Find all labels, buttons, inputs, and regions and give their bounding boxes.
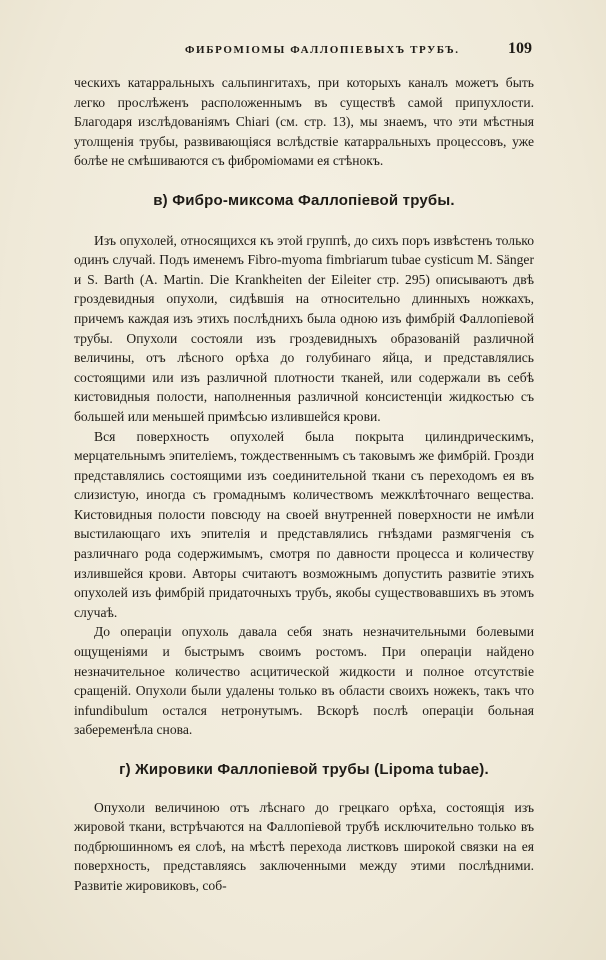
section-heading-lipoma: г) Жировики Фаллопіевой трубы (Lipoma tubae).: [119, 761, 489, 778]
paragraph-1: ческихъ катарральныхъ сальпингитахъ, при которыхъ каналъ можетъ быть легко прослѣженъ расположеннымъ въ существѣ самой припухлости. Благодаря изслѣдованіямъ Chiari (см. стр. 13), мы знаемъ, что эти мѣстныя утолщенія трубы, развивающіяся вслѣдствіе катарральныхъ процессовъ, уже болѣе не смѣшиваются съ фиброміомами ея стѣнокъ.: [74, 75, 534, 169]
paragraph-3: Вся поверхность опухолей была покрыта цилиндрическимъ, мерцательнымъ эпителіемъ, тождественнымъ съ таковымъ же фимбрій. Грозди представлялись состоящими изъ соединительной ткани съ переходомъ ея въ слизистую, иногда съ громаднымъ количествомъ межклѣточнаго вещества. Кистовидныя полости повсюду на своей внутренней поверхности не имѣли выстилающаго ихъ эпителія и представлялись гнѣздами размягченія съ различнаго рода содержимымъ, смотря по давности процесса и количеству излившейся крови. Авторы считаютъ возможнымъ допустить развитіе этихъ опухолей изъ фимбрій придаточныхъ трубъ, якобы существовавшихъ въ этомъ случаѣ.: [74, 428, 534, 620]
running-title: ФИБРОМІОМЫ ФАЛЛОПІЕВЫХЪ ТРУБЪ.: [185, 44, 460, 56]
running-head: [70, 40, 530, 62]
body-text: [74, 73, 534, 896]
paragraph-4: До операціи опухоль давала себя знать незначительными болевыми ощущеніями и быстрымъ своимъ ростомъ. При операціи найдено незначительное количество асцитической жидкости и полное отсутствіе сращеній. Опухоли были удалены только въ области своихъ ножекъ, такъ что infundibulum остался нетронутымъ. Вскорѣ послѣ операціи больная забеременѣла снова.: [74, 624, 534, 738]
paragraph-5: Опухоли величиною отъ лѣснаго до грецкаго орѣха, состоящія изъ жировой ткани, встрѣчаются на Фаллопіевой трубѣ исключительно только въ подбрюшинномъ ея слоѣ, на мѣстѣ перехода листковъ широкой связки на ея поверхность, представляясь заключенными между этими послѣдними. Развитіе жировиковъ, соб-: [74, 799, 534, 893]
section-heading-fibromyxoma: в) Фибро-миксома Фаллопіевой трубы.: [153, 191, 455, 209]
page-number: 109: [508, 40, 532, 57]
paragraph-2: Изъ опухолей, относящихся къ этой группѣ, до сихъ поръ извѣстенъ только одинъ случай. Подъ именемъ Fibro-myoma fimbriarum tubae cysticum M. Sänger и S. Barth (A. Martin. Die Krankheiten der Eileiter стр. 295) описываютъ двѣ гроздевидныя опухоли, сидѣвшія на относительно длинныхъ ножкахъ, причемъ каждая изъ этихъ послѣднихъ была одною изъ фимбрій Фаллопіевой трубы. Опухоли состояли изъ гроздевидныхъ образованій различной величины, отъ лѣсного орѣха до голубинаго яйца, и представлялись состоящими или изъ различной плотности тканей, или содержали въ себѣ кистовидныя полости, наполненныя различной консистенціи жидкостью съ большей или меньшей примѣсью излившейся крови.: [74, 232, 534, 424]
